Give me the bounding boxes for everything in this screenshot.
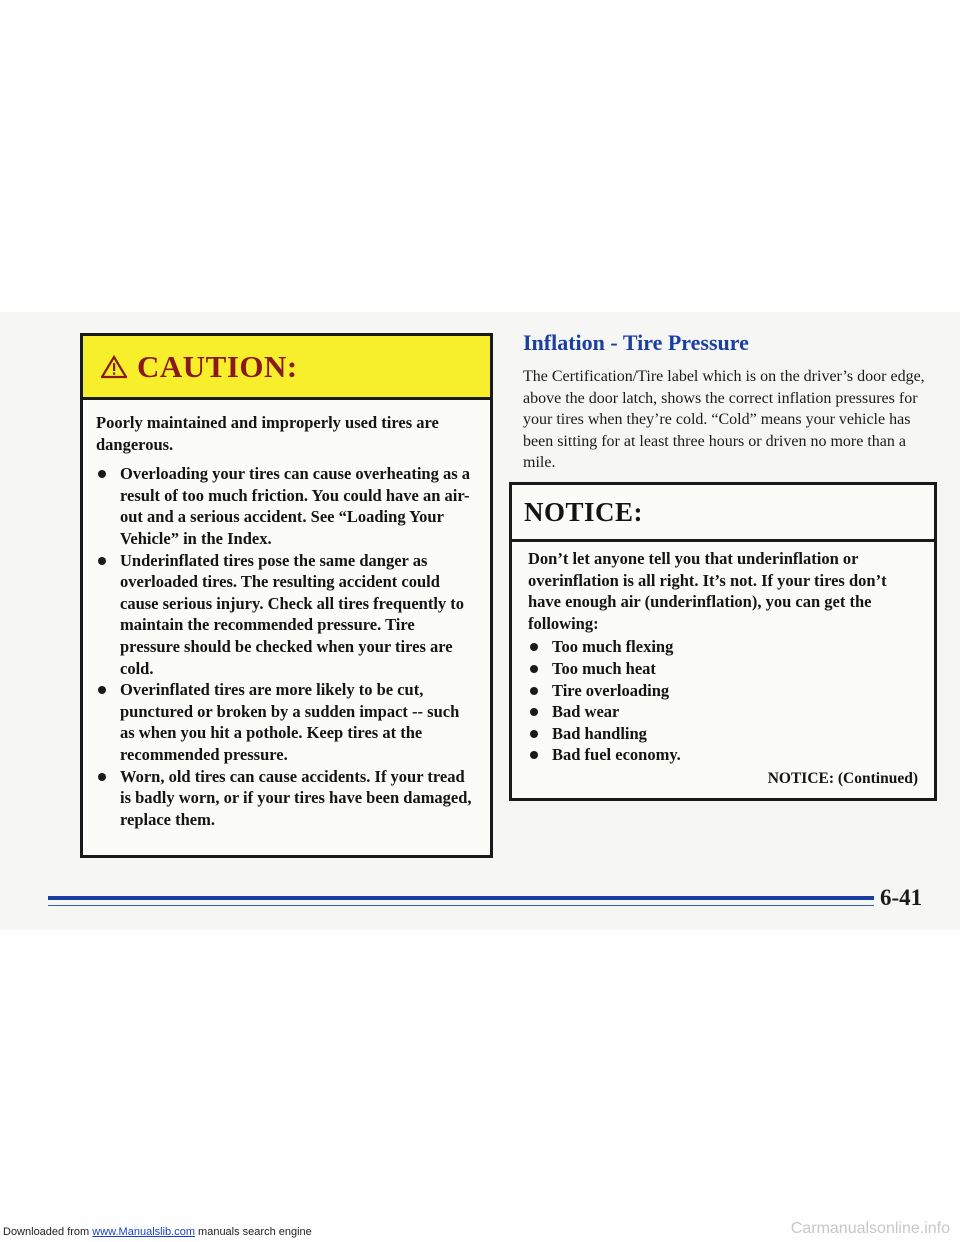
caution-bullet-text: Underinflated tires pose the same danger as overloaded tires. The resulting accident could cause serious injury. Check all tires frequently to maintain the recommended pressure. Tire pressure should be checked when your tires are cold. bbox=[120, 550, 465, 678]
footer-prefix: Downloaded from bbox=[3, 1226, 93, 1238]
bullet-icon bbox=[530, 643, 538, 651]
caution-box bbox=[80, 333, 493, 858]
warning-triangle-icon bbox=[101, 355, 127, 379]
notice-box bbox=[509, 482, 937, 801]
bullet-icon bbox=[530, 687, 538, 695]
section-paragraph: The Certification/Tire label which is on the driver’s door edge, above the door latch, shows the correct inflation pressures for your tires when they’re cold. “Cold” means your vehicle has been sitting for at least three hours or driven no more than a mile. bbox=[523, 368, 925, 471]
caution-bullet bbox=[96, 550, 472, 680]
notice-bullet bbox=[528, 658, 920, 680]
caution-header bbox=[83, 336, 490, 400]
notice-header bbox=[512, 485, 934, 542]
bullet-icon bbox=[530, 730, 538, 738]
notice-body bbox=[512, 542, 934, 790]
bullet-icon bbox=[98, 686, 106, 694]
notice-bullet bbox=[528, 701, 920, 723]
caution-bullet bbox=[96, 679, 472, 765]
download-footer bbox=[3, 1226, 312, 1238]
caution-title: CAUTION: bbox=[137, 348, 298, 384]
bullet-icon bbox=[530, 708, 538, 716]
caution-bullet bbox=[96, 463, 472, 549]
caution-bullet-list bbox=[96, 463, 472, 830]
caution-intro: Poorly maintained and improperly used tires are dangerous. bbox=[96, 413, 439, 454]
bullet-icon bbox=[98, 773, 106, 781]
notice-bullet-text: Bad wear bbox=[552, 702, 620, 722]
page-number: 6-41 bbox=[880, 885, 923, 910]
notice-title: NOTICE: bbox=[524, 496, 644, 527]
manualslib-link[interactable]: www.Manualslib.com bbox=[92, 1226, 195, 1238]
caution-bullet-text: Overinflated tires are more likely to be cut, punctured or broken by a sudden impact -- such as when you hit a pothole. Keep tires at the recommended pressure. bbox=[120, 680, 460, 764]
bullet-icon bbox=[530, 751, 538, 759]
notice-bullet-text: Tire overloading bbox=[552, 680, 670, 700]
footer-rule-thin bbox=[48, 905, 874, 906]
watermark: Carmanualsonline.info bbox=[790, 1220, 950, 1237]
caution-bullet-text: Overloading your tires can cause overheating as a result of too much friction. You could have an air-out and a serious accident. See “Loading Your Vehicle” in the Index. bbox=[120, 464, 470, 548]
caution-body bbox=[83, 400, 490, 830]
caution-bullet-text: Worn, old tires can cause accidents. If your tread is badly worn, or if your tires have been damaged, replace them. bbox=[120, 766, 472, 829]
notice-bullet-list bbox=[528, 636, 920, 766]
notice-bullet bbox=[528, 723, 920, 745]
notice-bullet-text: Bad fuel economy. bbox=[552, 745, 681, 765]
notice-bullet-text: Too much flexing bbox=[552, 637, 674, 657]
footer-suffix: manuals search engine bbox=[194, 1226, 312, 1238]
footer-rule bbox=[48, 896, 874, 900]
notice-bullet bbox=[528, 744, 920, 766]
notice-bullet-text: Too much heat bbox=[552, 658, 656, 678]
bullet-icon bbox=[98, 470, 106, 478]
notice-bullet-text: Bad handling bbox=[552, 723, 647, 743]
bullet-icon bbox=[530, 665, 538, 673]
notice-bullet bbox=[528, 680, 920, 702]
notice-continued: NOTICE: (Continued) bbox=[767, 769, 918, 787]
notice-bullet bbox=[528, 636, 920, 658]
bullet-icon bbox=[98, 557, 106, 565]
section-heading: Inflation - Tire Pressure bbox=[523, 330, 749, 355]
caution-bullet bbox=[96, 766, 472, 831]
notice-intro: Don’t let anyone tell you that underinflation or overinflation is all right. It’s not. If your tires don’t have enough air (underinflation), you can get the following: bbox=[528, 549, 887, 633]
